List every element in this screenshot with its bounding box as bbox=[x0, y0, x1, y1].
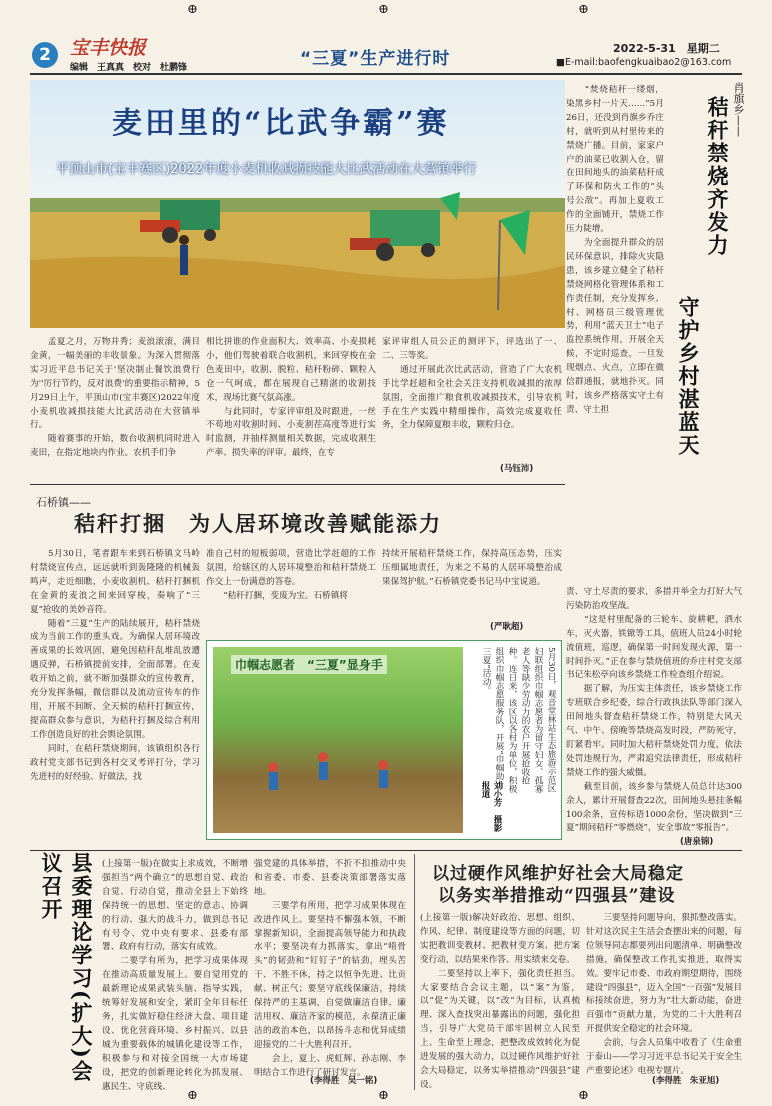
byline: (唐泉锦) bbox=[680, 837, 714, 847]
meeting-text-col1: (上接第一版)解决好政治、思想、组织、作风、纪律、制度建设等方面的问题，切实把教训变教材、把教材变方案、把方案变行动，以结果来作答、用实绩来交卷。 二要坚持以上率下，强化责任担当。大家要结合会议主题，以“案”为鉴，以“促”为关键，以“改”为目标，认真梳理、深入查找突出暴露出的问题，强化担当，引导广大党员干部牢固树立人民至上、生命至上理念，把整改成效转化为促进发展的强大动力，以过硬作风维护好社会大局稳定，以务实举措推动“四强县”建设。 bbox=[420, 913, 580, 1090]
byline: (严耿超) bbox=[490, 622, 524, 632]
photo-credit: 刘小芳 摄影报道 bbox=[480, 781, 502, 832]
shiqiao-town: 石桥镇—— bbox=[36, 496, 91, 509]
header-rule bbox=[30, 73, 742, 75]
meeting-title-2: 以务实举措推动“四强县”建设 bbox=[438, 886, 676, 906]
registration-mark: ⊕ bbox=[187, 2, 198, 17]
study-title: 县委理论学习(扩大)会议召开 bbox=[39, 852, 94, 1083]
registration-mark: ⊕ bbox=[578, 2, 589, 17]
meeting-text-col2: 三要坚持问题导向，狠抓整改落实。针对这次民主生活会查摆出来的问题，每位领导同志都要列出问题清单、明确整改措施，确保整改工作扎实推进，取得实效。要牢记市委、市政府期望期待，围绕建设“四强县”，迈入全国“一百强”发展目标接续奋进，努力为“壮大新动能，奋进百强市”贡献力量，为党的二十大胜利召开提供安全稳定的社会环境。 会前，与会人员集中收看了《生命重于泰山——学习习近平总书记关于安全生产重要论述》电视专题片。 bbox=[586, 913, 742, 1076]
photo-subtitle: 平顶山市(宝丰赛区)2022年度小麦机收减损技能大比武活动在大营镇举行 bbox=[56, 162, 477, 177]
registration-mark: ⊕ bbox=[578, 1088, 589, 1103]
registration-mark: ⊕ bbox=[378, 2, 389, 17]
study-text-col2: 强党建的具体举措，不折不扣推动中央和省委、市委、县委决策部署落实落地。 三要学有所用，把学习成果体现在改进作风上。要坚持不懈强本领，不断掌握新知识，全面提高领导能力和执政水平；要坚决有力抓落实，拿出“啃骨头”的韧劲和“钉钉子”的钻劲，埋头苦干、不胜不休，持之以恒争先进、比贡献、树正气；要坚守底线保廉洁，持续保持严的主基调，自觉做廉洁自律、廉洁用权、廉洁齐家的模范，永葆清正廉洁的政治本色，以昂扬斗志和优异成绩迎接党的二十大胜利召开。 会上，夏上、虎虹辉、孙志刚、李明结合工作进行了研讨发言。 bbox=[254, 859, 406, 1078]
lead-text-col2: 相比拼谁的作业面积大、效率高、小麦损耗小，他们驾驶着联合收割机，来回穿梭在金色麦田中，收割、脱粒、秸秆粉碎、颗粒入仓一气呵成，都在展现自己精湛的收割技术，现场比赛气氛高涨。 与此同时，专家评审组及时跟进，一丝不苟地对收割时间、小麦割茬高度等进行实时监测，并抽样测量相关数据，完成收割生产率、损失率的评审。最终，在专 bbox=[206, 337, 376, 459]
volunteer-photo bbox=[213, 647, 463, 833]
divider bbox=[30, 850, 742, 851]
volunteer-banner: 巾帼志愿者 “三夏”显身手 bbox=[231, 655, 387, 674]
byline: (马钰沛) bbox=[500, 464, 534, 474]
byline: (李得胜 朱亚旭) bbox=[652, 1076, 720, 1086]
lead-text-col1: 孟夏之月，万物并秀；麦浪滚滚，满目金黄，一幅美丽的丰收景象。为深入贯彻落实习近平总书记关于'坚决制止餐饮浪费行为''厉行节约，反对浪费'的重要指示精神，5月29日上午，平顶山市(宝丰赛区)2022年度小麦机收减损技能大比武活动在大营镇举行。 随着赛事的开始，数台收割机同时进入麦田，在指定地块内作业。农机手们争 bbox=[30, 337, 200, 459]
divider bbox=[30, 484, 565, 485]
volunteer-photo-box bbox=[206, 640, 562, 840]
lead-photo bbox=[30, 80, 565, 328]
byline: (李得胜 吴一铭) bbox=[310, 1076, 378, 1086]
side-town: 肖旗乡—— bbox=[732, 82, 745, 137]
side-text-bottom: 责、守土尽责的要求，多措并举全力打好大气污染防治攻坚战。 “这是村里配备的三轮车、旋耕耙，洒水车，灭火器，铁锨等工具，值班人员24小时轮流值班，巡逻，确保第一时间发现火源，第一时间扑灭。”正在参与禁烧值班的乔庄村党支部书记朱松亭向该乡禁烧工作检查组介绍说。 据了解，为压实主体责任，该乡禁烧工作专班联合乡纪委，综合行政执法队等部门深入田间地头督查秸秆禁烧工作，特别是大风天气、中午、傍晚等禁烧高发时段，严防死守，盯紧看牢。同时加大秸秆禁烧处罚力度，依法处罚违规行为，严肃追究法律责任，形成秸秆禁烧工作的强大威慑。 截至目前，该乡参与禁烧人员总计达300余人，累计开展督查22次，田间地头悬挂条幅100余条，宣传标语1000余份，坚决做到“三夏”期间秸秆“零燃烧”，安全事故“零报告”。 bbox=[566, 587, 742, 834]
contact-email: ■E-mail:baofengkuaibao2@163.com bbox=[556, 57, 732, 68]
shiqiao-text-col3: 持续开展秸秆禁烧工作，保持高压态势，压实压细属地责任，为来之不易的人居环境整治成果保驾护航。”石桥镇党委书记马中宝说道。 bbox=[382, 549, 562, 587]
shiqiao-text-col1: 5月30日，笔者跟车来到石桥镇文马岭村禁烧宣传点，远远就听到轰隆隆的机械轰鸣声，走近细瞧，小麦收割机、秸秆打捆机在金黄的麦浪之间来回穿梭，奏响了“三夏”抢收的美妙音符。 随着“三夏”生产的陆续展开，秸秆禁烧成为当前工作的重头戏。为确保人居环境改善成果的长效巩固，避免因秸秆乱堆乱放遭遇反弹，石桥镇提前安排，全面部署。在麦收开始之前，就不断加强群众的宣传教育，充分发挥条幅，微信群以及流动宣传车的作用，开展不间断、全天候的秸秆打捆宣传，提高群众参与意识，为秸秆打捆及综合利用工作创造良好的社会舆论氛围。 同时，在秸秆禁烧期间，该镇组织各行政村党支部书记到各村交叉考评打分，学习先进村的好经验、好做法，找 bbox=[30, 549, 200, 782]
section-title: “三夏”生产进行时 bbox=[300, 49, 451, 69]
side-title-1: 秸秆禁烧齐发力 bbox=[705, 96, 730, 257]
side-title-2: 守护乡村湛蓝天 bbox=[676, 296, 701, 457]
shiqiao-title: 秸秆打捆 为人居环境改善赋能添力 bbox=[74, 511, 442, 536]
issue-date: 2022-5-31 星期二 bbox=[613, 42, 720, 55]
lead-text-col3: 家评审组人员公正的测评下，评选出了一、二、三等奖。 通过开展此次比武活动，营造了广大农机手比学赶超和全社会关注支持机收减损的浓厚氛围，全面推广粮食机收减损技术，引导农机手在生产实践中精细操作，高效完成夏收任务，全力保障夏粮丰收，颗粒归仓。 bbox=[382, 337, 562, 431]
page-number: 2 bbox=[32, 42, 58, 68]
side-text-top: “焚烧秸秆一缕烟，染黑乡村一片天……”5月26日，还没到肖旗乡乔庄村，就听到从村里传来的禁烧广播。目前，家家户户的油菜已收割入仓，留在田间地头的油菜秸秆成了环保和防火工作的“头号公敌”。再加上夏收工作的全面铺开，禁烧工作压力陡增。 为全面提升群众的居民环保意识，排除火灾隐患，该乡建立健全了秸秆禁烧网格化管理体系和工作责任制，充分发挥乡、村、网格员三级管理优势，利用“蓝天卫士”电子监控系统作用，开展全天候，不定时巡查，一旦发现烟点、火点，立即在微信群通报，就地扑灭。同时，该乡严格落实守土有责、守土担 bbox=[566, 85, 664, 415]
meeting-title-1: 以过硬作风维护好社会大局稳定 bbox=[432, 864, 684, 884]
photo-headline: 麦田里的“比武争霸”赛 bbox=[112, 106, 450, 141]
shiqiao-text-col2: 准自己村的短板弱项，营造比学赶超的工作氛围，给辖区的人居环境整治和秸秆禁烧工作交上一份满意的答卷。 “秸秆打捆，变废为宝。石桥镇将 bbox=[206, 549, 376, 601]
person-icon bbox=[180, 245, 188, 275]
volunteer-caption: 5月30日，观音堂林站生态旅游示范区妇联组织巾帼志愿者为留守妇女、孤寡老人等缺少劳动力的农户开展抢收抢种。连日来，该区以各村为单位，积极组织巾帼志愿服务队，开展“巾帼助力三夏”活动。 bbox=[481, 647, 556, 794]
masthead-logo: 宝丰快报 bbox=[70, 37, 147, 59]
registration-mark: ⊕ bbox=[187, 1088, 198, 1103]
study-text-col1: (上接第一版)在做实上求成效，不断增强担当“两个确立”的思想自觉、政治自觉、行动自觉，推动全县上下始终保持统一的思想、坚定的意志、协调的行动、强大的战斗力，做到总书记有号令、党中央有要求、县委有部署、政府有行动，落实有成效。 二要学有所为，把学习成果体现在推动高质量发展上。要自觉用党的最新理论成果武装头脑、指导实践，统筹好发展和安全，紧盯全年目标任务，扎实做好稳住经济大盘、项目建设、优化营商环境、乡村振兴、以县城为重要载体的城镇化建设等工作，积极参与和对接全国统一大市场建设，把党的创新理论转化为抓发展、惠民生、守底线、 bbox=[102, 859, 248, 1092]
registration-mark: ⊕ bbox=[378, 1088, 389, 1103]
divider bbox=[414, 854, 415, 1090]
editors-line: 编辑 王真真 校对 杜鹏锋 bbox=[70, 63, 188, 73]
